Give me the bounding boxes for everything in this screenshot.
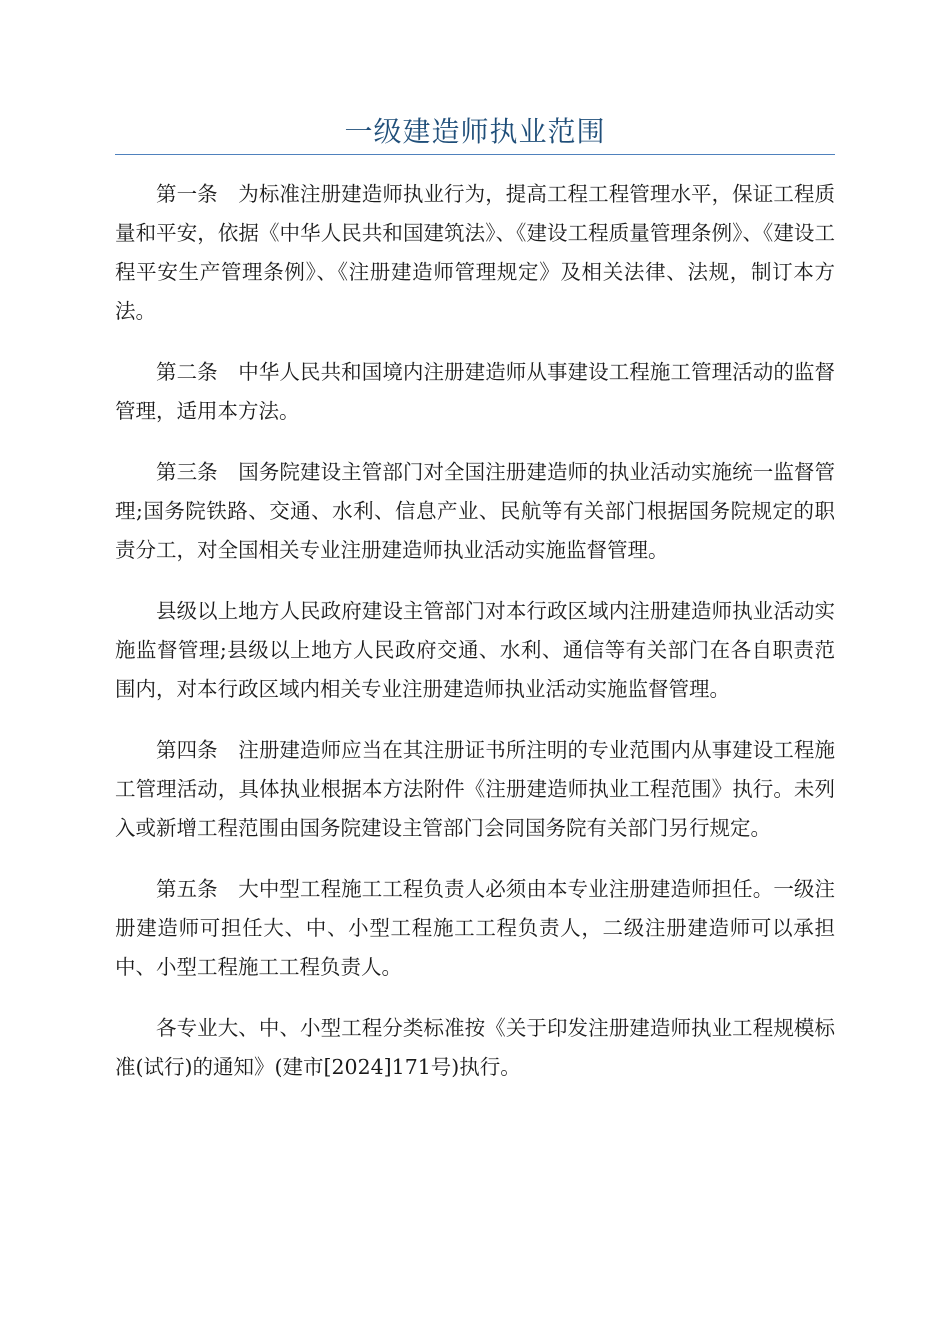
article-heading: 第五条 [156, 877, 218, 901]
paragraph-article-4 [115, 731, 835, 848]
paragraph-article-3 [115, 453, 835, 570]
article-text: 中华人民共和国境内注册建造师从事建设工程施工管理活动的监督管理，适用本方法。 [115, 360, 836, 423]
article-text: 大中型工程施工工程负责人必须由本专业注册建造师担任。一级注册建造师可担任大、中、小型工程施工工程负责人，二级注册建造师可以承担中、小型工程施工工程负责人。 [115, 877, 836, 979]
paragraph-article-5-continued [115, 1009, 835, 1087]
article-text: 为标准注册建造师执业行为，提高工程工程管理水平，保证工程质量和平安，依据《中华人民共和国建筑法》、《建设工程质量管理条例》、《建设工程平安生产管理条例》、《注册建造师管理规定》及相关法律、法规，制订本方法。 [115, 182, 836, 323]
paragraph-text: 县级以上地方人民政府建设主管部门对本行政区域内注册建造师执业活动实施监督管理;县级以上地方人民政府交通、水利、通信等有关部门在各自职责范围内，对本行政区域内相关专业注册建造师执业活动实施监督管理。 [115, 599, 835, 701]
article-text: 国务院建设主管部门对全国注册建造师的执业活动实施统一监督管理;国务院铁路、交通、水利、信息产业、民航等有关部门根据国务院规定的职责分工，对全国相关专业注册建造师执业活动实施监督管理。 [115, 460, 836, 562]
article-heading: 第四条 [156, 738, 218, 762]
article-text: 注册建造师应当在其注册证书所注明的专业范围内从事建设工程施工管理活动，具体执业根据本方法附件《注册建造师执业工程范围》执行。未列入或新增工程范围由国务院建设主管部门会同国务院有关部门另行规定。 [115, 738, 836, 840]
paragraph-article-2 [115, 353, 835, 431]
paragraph-article-3-continued [115, 592, 835, 709]
paragraph-article-1 [115, 175, 835, 331]
document-title: 一级建造师执业范围 [344, 115, 606, 148]
article-heading: 第一条 [156, 182, 218, 206]
paragraph-text: 各专业大、中、小型工程分类标准按《关于印发注册建造师执业工程规模标准(试行)的通知》(建市[2024]171号)执行。 [115, 1016, 835, 1079]
article-heading: 第三条 [156, 460, 218, 484]
title-underline [115, 154, 835, 155]
article-heading: 第二条 [156, 360, 218, 384]
document-body [115, 175, 835, 1109]
paragraph-article-5 [115, 870, 835, 987]
